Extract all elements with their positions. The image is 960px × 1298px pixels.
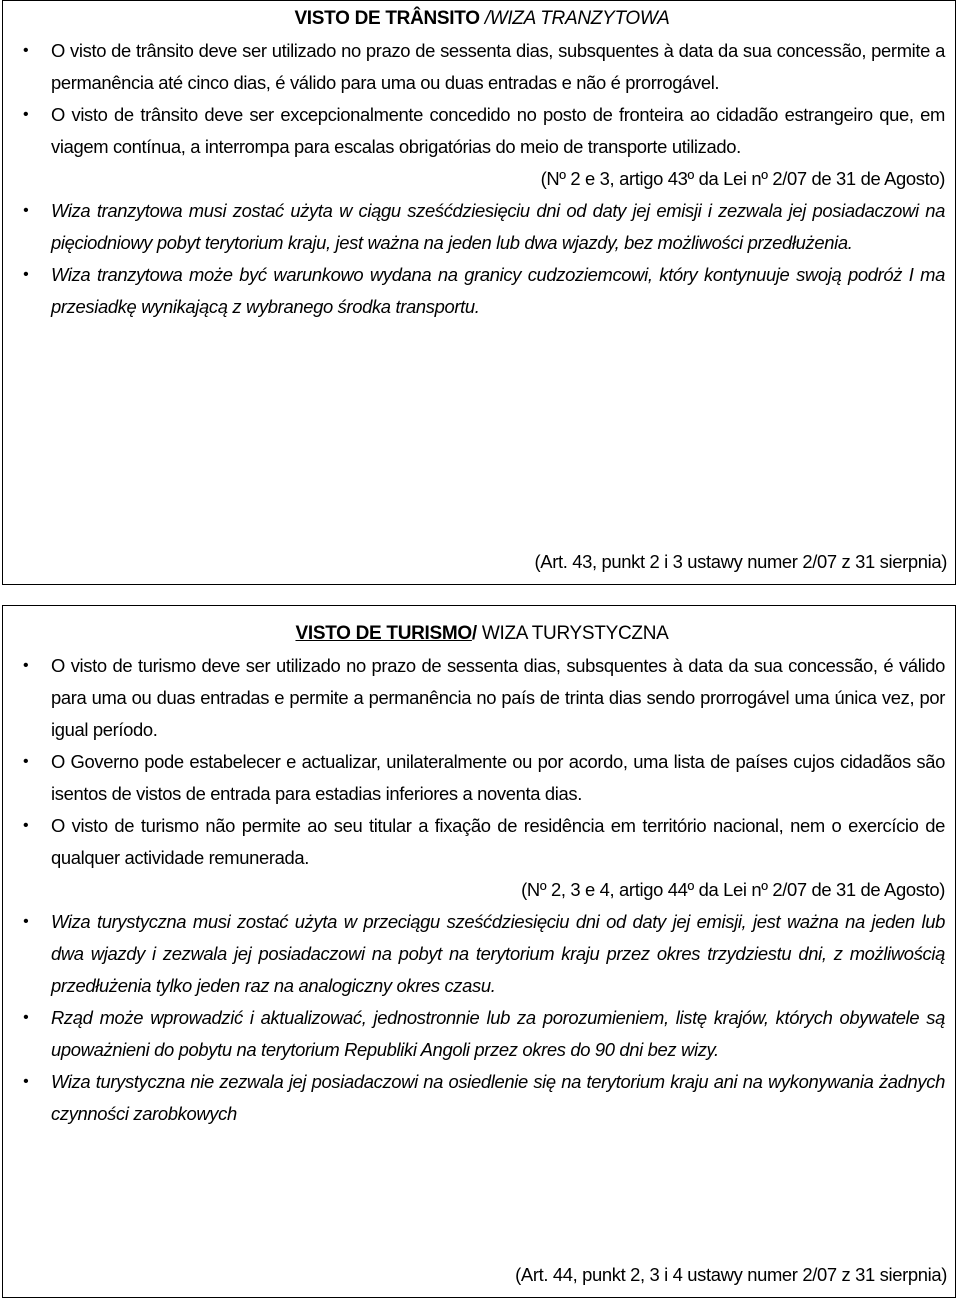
- bullet-icon: •: [23, 42, 29, 59]
- transit-pl-reference: (Art. 43, punkt 2 i 3 ustawy numer 2/07 z 31 sierpnia): [534, 551, 947, 572]
- tourism-visa-section: [2, 605, 956, 1298]
- tourism-pl-list: [19, 906, 945, 1130]
- tourism-heading-pl: WIZA TURYSTYCZNA: [481, 623, 669, 644]
- list-item-text: O Governo pode estabelecer e actualizar, unilateralmente ou por acordo, uma lista de países cujos cidadãos são isentos de vistos de entrada para estadias inferiores a noventa dias.: [51, 751, 945, 804]
- transit-heading-pt: VISTO DE TRÂNSITO: [294, 8, 480, 29]
- bullet-icon: •: [23, 106, 29, 123]
- list-item-text: Wiza turystyczna musi zostać użyta w przeciągu sześćdziesięciu dni od daty jej emisji, jest ważna na jeden lub dwa wjazdy i zezwala jej posiadaczowi na pobyt na terytorium kraju przez okres trzydziestu dni, z możliwością przedłużenia tylko jeden raz na analogiczny okres czasu.: [51, 911, 945, 996]
- tourism-heading-pt: VISTO DE TURISMO: [295, 623, 472, 644]
- list-item: [19, 99, 945, 163]
- list-item: [19, 259, 945, 323]
- bullet-icon: •: [23, 1009, 29, 1026]
- transit-pl-list: [19, 195, 945, 323]
- list-item: [19, 650, 945, 746]
- list-item: [19, 746, 945, 810]
- transit-heading-sep: /: [479, 8, 490, 29]
- bullet-icon: •: [23, 202, 29, 219]
- bullet-icon: •: [23, 1073, 29, 1090]
- tourism-heading-sep: /: [471, 623, 482, 644]
- list-item-text: Rząd może wprowadzić i aktualizować, jednostronnie lub za porozumieniem, listę krajów, których obywatele są upoważnieni do pobytu na terytorium Republiki Angoli przez okres do 90 dni bez wizy.: [51, 1007, 945, 1060]
- tourism-pt-list: [19, 650, 945, 874]
- list-item-text: Wiza tranzytowa może być warunkowo wydana na granicy cudzoziemcowi, który kontynuuje swoją podróż I ma przesiadkę wynikającą z wybranego środka transportu.: [51, 264, 945, 317]
- transit-heading-pl: WIZA TRANZYTOWA: [489, 8, 670, 29]
- list-item: [19, 1002, 945, 1066]
- bullet-icon: •: [23, 266, 29, 283]
- list-item: [19, 810, 945, 874]
- list-item: [19, 195, 945, 259]
- list-item-text: Wiza turystyczna nie zezwala jej posiadaczowi na osiedlenie się na terytorium kraju ani na wykonywania żadnych czynności zarobkowych: [51, 1071, 945, 1124]
- list-item-text: O visto de turismo deve ser utilizado no prazo de sessenta dias, subsquentes à data da sua concessão, é válido para uma ou duas entradas e permite a permanência no país de trinta dias sendo prorrogável uma única vez, por igual período.: [51, 655, 945, 740]
- list-item: [19, 906, 945, 1002]
- list-item-text: O visto de trânsito deve ser excepcionalmente concedido no posto de fronteira ao cidadão estrangeiro que, em viagem contínua, a interrompa para escalas obrigatórias do meio de transporte utilizado.: [51, 104, 945, 157]
- transit-visa-section: [2, 0, 956, 585]
- transit-visa-heading: [19, 3, 945, 35]
- transit-pt-list: [19, 35, 945, 163]
- bullet-icon: •: [23, 817, 29, 834]
- tourism-pt-reference: (Nº 2, 3 e 4, artigo 44º da Lei nº 2/07 de 31 de Agosto): [521, 879, 945, 900]
- bullet-icon: •: [23, 657, 29, 674]
- tourism-visa-heading: [19, 618, 945, 650]
- bullet-icon: •: [23, 753, 29, 770]
- list-item-text: O visto de turismo não permite ao seu titular a fixação de residência em território nacional, nem o exercício de qualquer actividade remunerada.: [51, 815, 945, 868]
- bullet-icon: •: [23, 913, 29, 930]
- tourism-pl-reference: (Art. 44, punkt 2, 3 i 4 ustawy numer 2/07 z 31 sierpnia): [515, 1264, 947, 1285]
- list-item-text: Wiza tranzytowa musi zostać użyta w ciągu sześćdziesięciu dni od daty jej emisji i zezwala jej posiadaczowi na pięciodniowy pobyt terytorium kraju, jest ważna na jeden lub dwa wjazdy, bez możliwości przedłużenia.: [51, 200, 945, 253]
- list-item-text: O visto de trânsito deve ser utilizado no prazo de sessenta dias, subsquentes à data da sua concessão, permite a permanência até cinco dias, é válido para uma ou duas entradas e não é prorrogável.: [51, 40, 945, 93]
- list-item: [19, 35, 945, 99]
- transit-pt-reference: (Nº 2 e 3, artigo 43º da Lei nº 2/07 de 31 de Agosto): [540, 168, 945, 189]
- list-item: [19, 1066, 945, 1130]
